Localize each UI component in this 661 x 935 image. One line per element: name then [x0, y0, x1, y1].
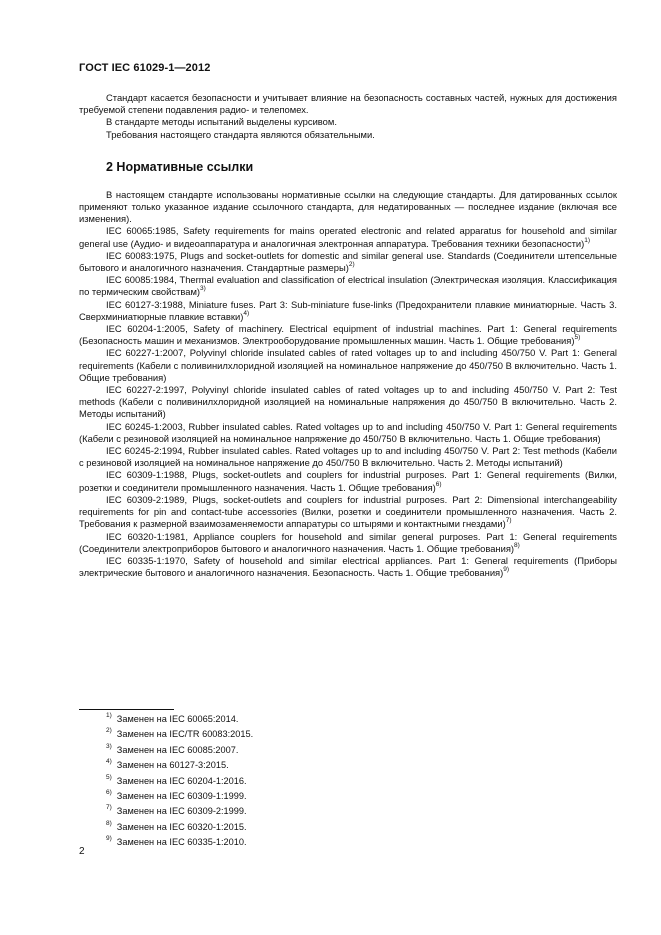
footnote-mark: 4): [106, 758, 112, 766]
footnote-item: [106, 727, 253, 742]
footnote-mark: 8): [514, 541, 520, 549]
reference-text: IEC 60320-1:1981, Appliance couplers for household and similar general purposes. Part 1: General requirements (Соединители электроприборов бытового и аналогичного назначения. Часть 1. Общие требования): [79, 530, 617, 554]
footnote-item: [106, 758, 253, 773]
reference-item: [79, 445, 617, 469]
footnote-mark: 9): [106, 835, 112, 843]
footnote-item: [106, 712, 253, 727]
footnote-mark: 9): [503, 565, 510, 573]
reference-item: [79, 225, 617, 249]
reference-item: [79, 421, 617, 445]
footnote-mark: 3): [200, 285, 206, 293]
page-number: 2: [79, 846, 85, 857]
footnote-mark: 4): [243, 309, 250, 317]
footnote-item: [106, 774, 253, 789]
footnote-text: Заменен на IEC/TR 60083:2015.: [116, 729, 254, 740]
footnote-text: Заменен на IEC 60085:2007.: [116, 744, 239, 755]
footnote-mark: 7): [505, 517, 512, 525]
reference-text: IEC 60245-2:1994, Rubber insulated cables. Rated voltages up to and including 450/750 V. Part 2: Test methods (Кабели с резиновой изоляцией на номинальное напряжение до 450/750 В включительно. Часть 2. Методы испытаний): [79, 445, 617, 469]
reference-text: IEC 60335-1:1970, Safety of household and similar electrical appliances. Part 1: General requirements (Приборы электрические бытового и аналогичного назначения. Безопасность. Часть 1. Общие требования): [79, 554, 617, 579]
reference-item: [79, 469, 617, 493]
footnote-item: [106, 835, 253, 850]
section-lead-paragraph: В настоящем стандарте использованы нормативные ссылки на следующие стандарты. Для датированных ссылок применяют только указанное издание ссылочного стандарта, для недатированных — последнее издание (включая все изменения).: [79, 188, 617, 225]
footnote-item: [106, 789, 253, 804]
reference-text: IEC 60083:1975, Plugs and socket-outlets for domestic and similar general use. Standards (Соединители штепсельные бытового и аналогичного назначения. Стандартные размеры): [79, 249, 617, 274]
reference-text: IEC 60204-1:2005, Safety of machinery. Electrical equipment of industrial machines. Part 1: General requirements (Безопасность машин и механизмов. Электрооборудование промышленных машин. Часть 1. Общие требования): [79, 323, 617, 347]
footnotes: [106, 712, 253, 851]
reference-item: [79, 555, 617, 579]
footnote-mark: 1): [584, 236, 591, 244]
footnote-text: Заменен на IEC 60320-1:2015.: [116, 821, 247, 832]
reference-text: IEC 60309-2:1989, Plugs, socket-outlets and couplers for industrial purposes. Part 2: Dimensional interchangeability requirements for pin and contact-tube accessories (Вилки, розетки и соединители промышленного назначения. Часть 2. Требования к размерной взаимозаменяемости аппаратуры со штырями и контактными гнездами): [79, 493, 617, 530]
footnote-text: Заменен на IEC 60335-1:2010.: [116, 837, 247, 848]
footnote-mark: 5): [106, 773, 112, 781]
reference-item: [79, 274, 617, 298]
reference-list: [79, 225, 617, 579]
footnote-mark: 3): [106, 742, 112, 750]
footnote-text: Заменен на IEC 60309-1:1999.: [116, 791, 247, 802]
document-header: ГОСТ IEC 61029-1—2012: [79, 62, 211, 74]
reference-text: IEC 60085:1984, Thermal evaluation and classification of electrical insulation (Электрическая изоляция. Классификация по термическим свойствам): [79, 274, 617, 298]
footnote-mark: 1): [106, 711, 112, 719]
reference-item: [79, 299, 617, 323]
reference-text: IEC 60227-1:2007, Polyvinyl chloride insulated cables of rated voltages up to and including 450/750 V. Part 1: General requirements (Кабели с поливинилхлоридной изоляцией на номинальное напряжение до 450/750 В включительно. Часть 1. Общие требования): [79, 347, 617, 383]
footnote-mark: 2): [348, 260, 355, 268]
footnote-mark: 2): [106, 727, 112, 735]
footnote-text: Заменен на IEC 60309-2:1999.: [116, 806, 247, 817]
reference-text: IEC 60065:1985, Safety requirements for mains operated electronic and related apparatus for household and similar general use (Аудио- и видеоаппаратура и аналогичная электронная аппаратура. Требования техники безопасности): [79, 225, 617, 249]
footnote-item: [106, 804, 253, 819]
footnote-item: [106, 820, 253, 835]
reference-item: [79, 384, 617, 421]
footnote-divider: [79, 709, 174, 710]
footnote-text: Заменен на 60127-3:2015.: [116, 760, 229, 771]
footnote-mark: 6): [106, 788, 112, 796]
intro-paragraph: Стандарт касается безопасности и учитывает влияние на безопасность составных частей, нужных для достижения требуемой степени подавления радио- и телепомех.: [79, 92, 617, 116]
footnote-item: [106, 743, 253, 758]
reference-item: [79, 347, 617, 384]
reference-text: IEC 60227-2:1997, Polyvinyl chloride insulated cables of rated voltages up to and including 450/750 V. Part 2: Test methods (Кабели с поливинилхлоридной изоляцией на номинальные напряжения до 450/750 В включительно. Часть 2. Методы испытаний): [79, 384, 617, 420]
footnote-mark: 7): [106, 804, 112, 812]
reference-text: IEC 60127-3:1988, Miniature fuses. Part 3: Sub-miniature fuse-links (Предохранители плавкие миниатюрные. Часть 3. Сверхминиатюрные плавкие вставки): [79, 298, 617, 322]
reference-item: [79, 250, 617, 274]
footnote-text: Заменен на IEC 60065:2014.: [116, 714, 239, 724]
footnote-text: Заменен на IEC 60204-1:2016.: [116, 775, 247, 786]
reference-text: IEC 60309-1:1988, Plugs, socket-outlets and couplers for industrial purposes. Part 1: General requirements (Вилки, розетки и соединители промышленного назначения. Часть 1. Общие требования): [79, 469, 617, 493]
footnote-mark: 5): [574, 334, 581, 342]
reference-item: [79, 531, 617, 555]
section-heading: 2 Нормативные ссылки: [106, 159, 254, 174]
body-text: [79, 92, 617, 579]
footnote-mark: 8): [106, 819, 112, 827]
intro-paragraph: В стандарте методы испытаний выделены курсивом.: [106, 116, 337, 128]
reference-text: IEC 60245-1:2003, Rubber insulated cables. Rated voltages up to and including 450/750 V. Part 1: General requirements (Кабели с резиновой изоляцией на номинальное напряжение до 450/750 В включительно. Часть 1. Общие требования): [79, 420, 617, 444]
reference-item: [79, 494, 617, 531]
footnote-mark: 6): [435, 480, 442, 488]
reference-item: [79, 323, 617, 347]
intro-paragraph: Требования настоящего стандарта являются обязательными.: [106, 128, 375, 140]
